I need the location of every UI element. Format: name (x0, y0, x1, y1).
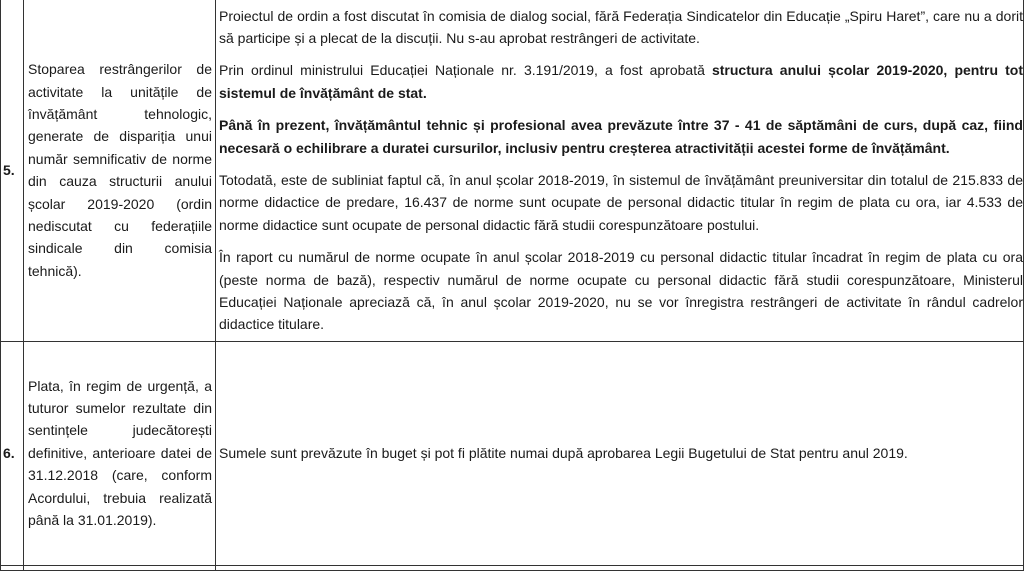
row-number: 5. (1, 0, 24, 341)
table-row (1, 565, 1024, 570)
response-paragraph: În raport cu numărul de norme ocupate în anul școlar 2018-2019 cu personal didactic titular încadrat în regim de plata cu ora (peste norma de bază), respectiv numărul de norme ocupate cu personal didactic fără studii corespunzătoare, Ministerul Educației Naționale apreciază că, în anul școlar 2019-2020, nu se vor înregistra restrângeri de activitate în rândul cadrelor didactice titulare. (219, 249, 1023, 333)
response-paragraph: Proiectul de ordin a fost discutat în comisia de dialog social, fără Federația Sindicatelor din Educație „Spiru Haret”, care nu a dorit să participe și a plecat de la discuții. Nu s-au aprobat restrângeri de activitate. (219, 7, 1023, 47)
response-cell (216, 0, 1024, 341)
empty-cell (216, 565, 1024, 570)
bold-text: Până în prezent, învățământul tehnic și profesional avea prevăzute între 37 - 41 de săptămâni de curs, după caz, fiind necesară o echilibrare a duratei cursurilor, inclusiv pentru creșterea atractivității acestei forme de învățământ. (219, 117, 1023, 156)
response-cell: Sumele sunt prevăzute în buget și pot fi plătite numai după aprobarea Legii Bugetului de Stat pentru anul 2019. (216, 341, 1024, 565)
empty-cell (24, 565, 216, 570)
issue-cell: Plata, în regim de urgență, a tuturor sumelor rezultate din sentințele judecătorești definitive, anterioare datei de 31.12.2018 (care, conform Acordului, trebuia realizată până la 31.01.2019). (24, 341, 216, 565)
paragraph-text: Prin ordinul ministrului Educației Naționale nr. 3.191/2019, a fost aprobată (219, 62, 712, 79)
response-paragraph: Totodată, este de subliniat faptul că, în anul școlar 2018-2019, în sistemul de învățământ preuniversitar din totalul de 215.833 de norme didactice de predare, 16.437 de norme sunt ocupate de personal didactic titular în regim de plata cu ora, iar 4.533 de norme didactice sunt ocupate de personal didactic fără studii corespunzătoare postului. (219, 172, 1023, 233)
response-paragraph (219, 59, 1023, 104)
response-paragraph (219, 114, 1023, 159)
table-row (1, 341, 1024, 565)
bold-text: structura anului școlar 2019-2020, pentru tot sistemul de învățământ de stat. (219, 62, 1023, 101)
empty-cell (1, 565, 24, 570)
row-number: 6. (1, 341, 24, 565)
issue-cell: Stoparea restrângerilor de activitate la unitățile de învățământ tehnologic, generate de dispariția unui număr semnificativ de norme din cauza structurii anului școlar 2019-2020 (ordin nediscutat cu federațiile sindicale din comisia tehnică). (24, 0, 216, 341)
table-row (1, 0, 1024, 341)
